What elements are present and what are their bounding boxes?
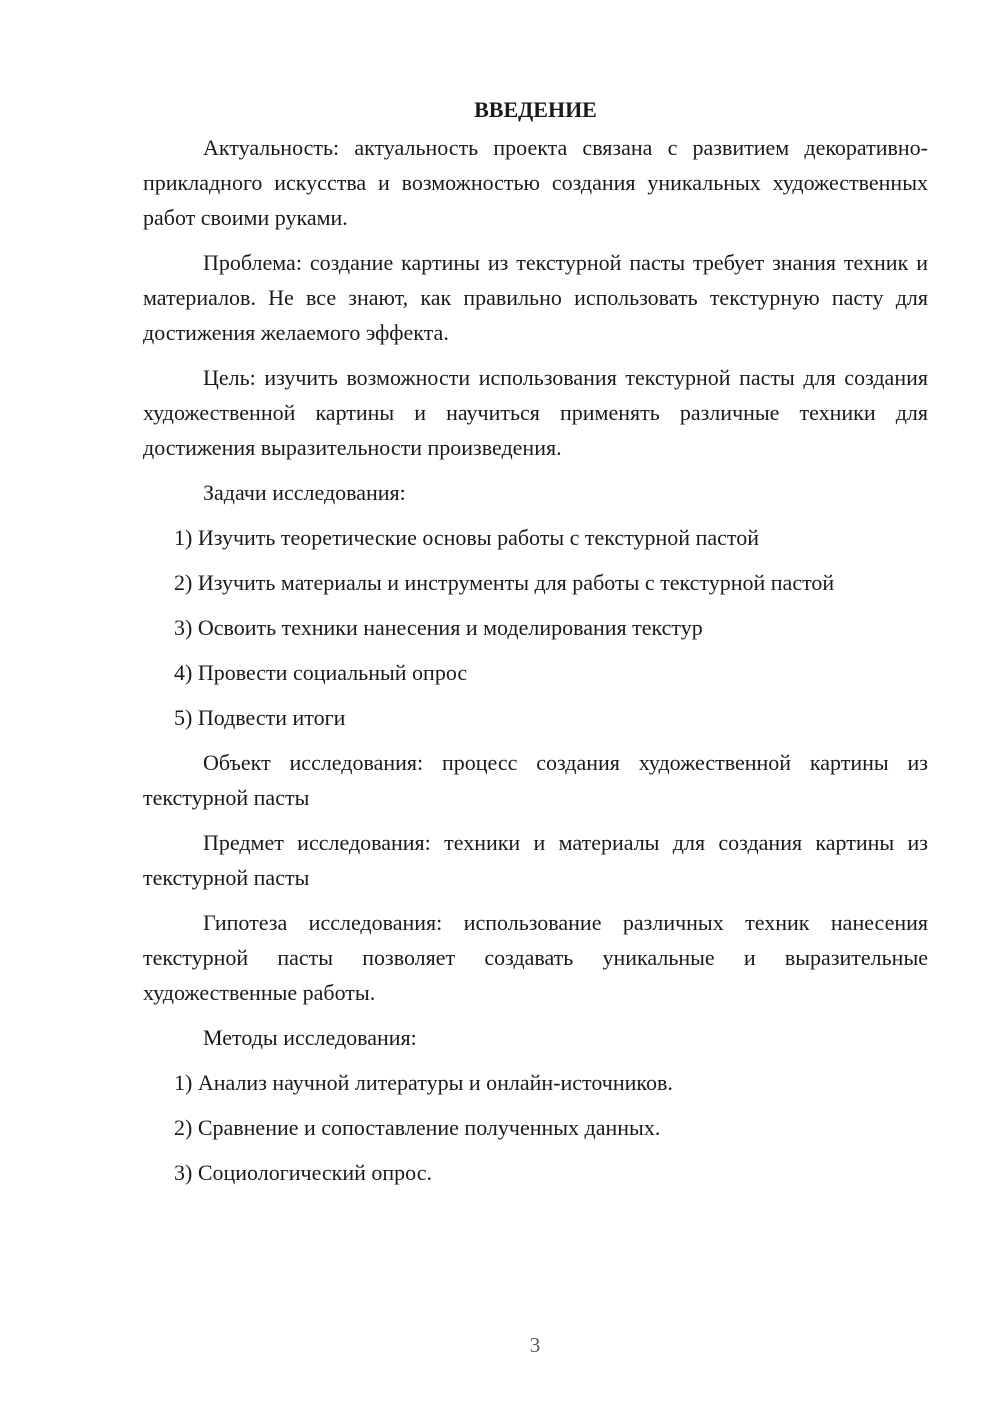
task-item: 2) Изучить материалы и инструменты для работы с текстурной пастой: [174, 570, 835, 595]
method-item: 2) Сравнение и сопоставление полученных данных.: [174, 1115, 661, 1140]
tasks-label: Задачи исследования:: [203, 480, 406, 505]
task-item: 5) Подвести итоги: [174, 705, 346, 730]
goal-paragraph: Цель: изучить возможности использования текстурной пасты для создания художественной картины и научиться применять различные техники для достижения выразительности произведения.: [143, 365, 928, 460]
method-item: 3) Социологический опрос.: [174, 1160, 432, 1185]
method-item: 1) Анализ научной литературы и онлайн-источников.: [174, 1070, 673, 1095]
section-heading: ВВЕДЕНИЕ: [474, 97, 597, 122]
object-paragraph: Объект исследования: процесс создания художественной картины из текстурной пасты: [143, 750, 928, 810]
methods-list: [143, 1065, 928, 1190]
methods-label: Методы исследования:: [203, 1025, 417, 1050]
subject-paragraph: Предмет исследования: техники и материалы для создания картины из текстурной пасты: [143, 830, 928, 890]
hypothesis-paragraph: Гипотеза исследования: использование различных техник нанесения текстурной пасты позволяет создавать уникальные и выразительные художественные работы.: [143, 910, 928, 1005]
task-item: 1) Изучить теоретические основы работы с текстурной пастой: [174, 525, 759, 550]
problem-paragraph: Проблема: создание картины из текстурной пасты требует знания техник и материалов. Не все знают, как правильно использовать текстурную пасту для достижения желаемого эффекта.: [143, 250, 928, 345]
task-item: 4) Провести социальный опрос: [174, 660, 468, 685]
tasks-list: [143, 520, 928, 735]
task-item: 3) Освоить техники нанесения и моделирования текстур: [174, 615, 703, 640]
page-content: [143, 92, 928, 1200]
page-number: 3: [529, 1333, 541, 1357]
relevance-paragraph: Актуальность: актуальность проекта связана с развитием декоративно-прикладного искусства и возможностью создания уникальных художественных работ своими руками.: [143, 135, 928, 230]
